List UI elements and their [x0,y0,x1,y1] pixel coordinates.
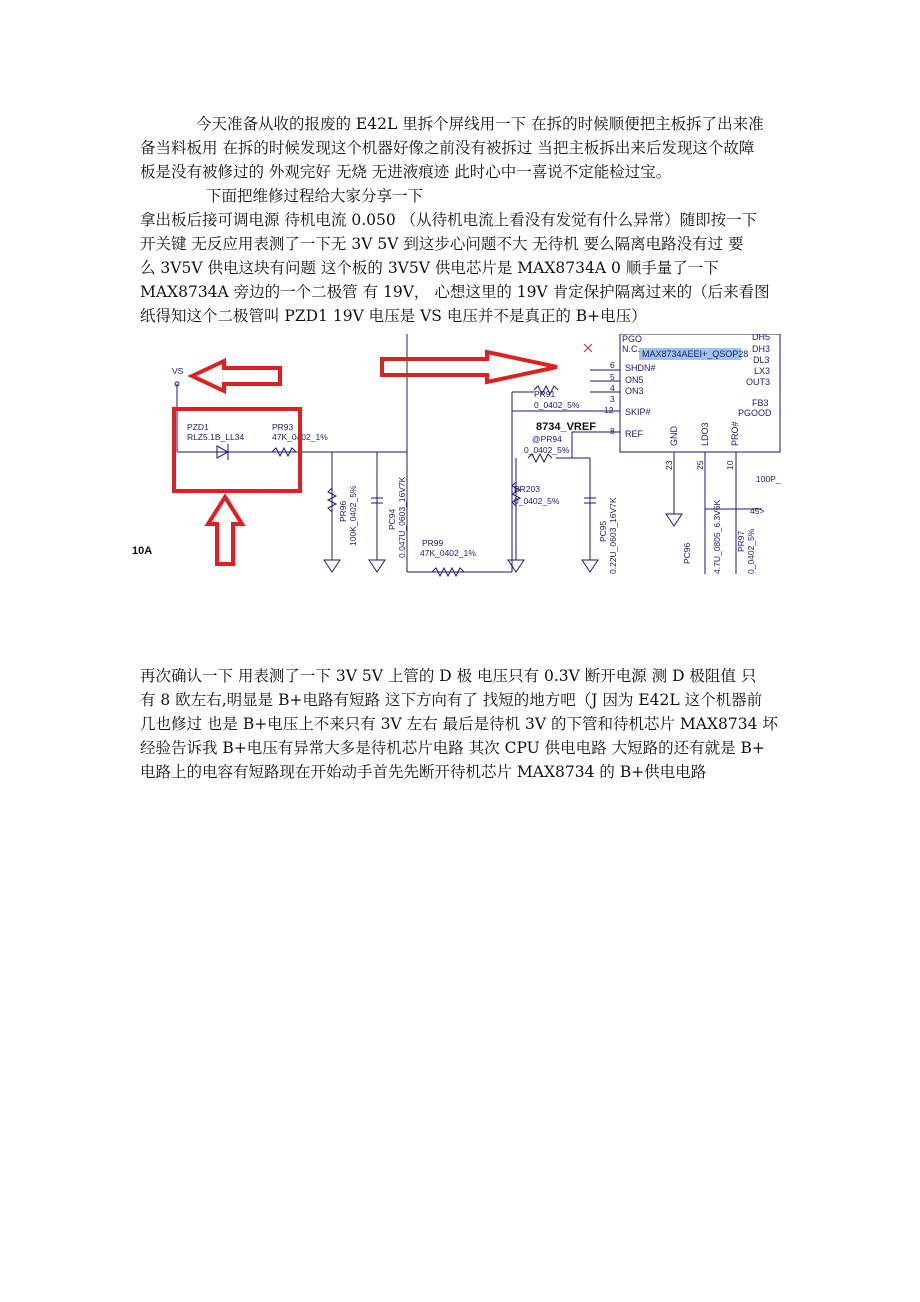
pr99-label: PR99 [422,538,444,548]
text-line: 有 8 欧左右,明显是 B+电路有短路 这下方向有了 找短的地方吧（J 因为 E42L 这个机器前 [140,691,763,709]
text-line: 下面把维修过程给大家分享一下 [206,187,424,205]
pin-label: PRO# [730,421,740,446]
pin-label: N.C. [622,344,640,354]
pr96-label: PR96 [338,500,348,522]
arrow-left [192,361,280,391]
pin-label: REF [625,429,643,439]
pin-number: 25 [695,460,705,470]
pc94-value: 0.047U_0603_16V7K [397,476,407,558]
text-line: 纸得知这个二极管叫 PZD1 19V 电压是 VS 电压并不是真正的 B+电压） [140,307,647,325]
text-line: 再次确认一下 用表测了一下 3V 5V 上管的 D 极 电压只有 0.3V 断开电源 测 D 极阻值 只 [140,667,757,685]
pin-number: 12 [604,405,614,415]
pin-label: SKIP# [625,407,651,417]
pr93-label: PR93 [272,422,294,432]
pc95-label: PC95 [598,520,608,542]
net-label: 45> [750,506,765,516]
pin-number: 23 [664,460,674,470]
label-10a: 10A [132,545,153,557]
text-line: 经验告诉我 B+电压有异常大多是待机芯片电路 其次 CPU 供电电路 大短路的还有就是 B+ [140,739,765,757]
pin-label: LX3 [754,366,771,376]
pin-label: DH3 [752,344,771,354]
vs-label: VS [172,366,184,376]
pin-label: GND [669,426,679,446]
pr91-value: 0_0402_5% [534,400,580,410]
pin-number: 4 [610,383,615,393]
text-line: 电路上的电容有短路现在开始动手首先先断开待机芯片 MAX8734 的 B+供电电路 [140,763,707,781]
pin-label: DH5 [752,334,771,342]
pin-label: OUT3 [746,377,771,387]
pin-number: 10 [725,460,735,470]
pr203-label: PR203 [514,484,540,494]
pr94-label: @PR94 [532,434,562,444]
pr91-label: PR91 [534,389,556,399]
arrow-up [208,497,242,564]
pc96-value: 4.7U_0805_6.3V6K [712,499,722,574]
pr93-value: 47K_0402_1% [272,432,328,442]
text-line: 么 3V5V 供电这块有问题 这个板的 3V5V 供电芯片是 MAX8734A 0 顺手量了一下 [140,259,719,277]
pin-label: PGOOD [738,408,772,418]
vref-label: 8734_VREF [536,421,596,433]
pc94-label: PC94 [387,508,397,530]
text-line: 今天准备从收的报废的 E42L 里拆个屏线用一下 在拆的时候顺便把主板拆了出来准 [196,115,764,133]
pr99-value: 47K_0402_1% [420,548,476,558]
text-line: 板是没有被修过的 外观完好 无烧 无进液痕迹 此时心中一喜说不定能检过宝。 [140,163,672,181]
cap-label: 100P_ [756,474,781,484]
schematic-image [132,334,792,579]
pr97-label: PR97 [736,530,746,552]
pr203-value: 0_0402_5% [514,496,560,506]
intro-paragraph [140,112,790,328]
pzd1-label: PZD1 [187,422,209,432]
text-line: 备当料板用 在拆的时候发现这个机器好像之前没有被拆过 当把主板拆出来后发现这个故障 [140,139,755,157]
pr96-value: 100K_0402_5% [348,485,358,546]
pin-number: 3 [610,394,615,404]
pc96-label: PC96 [682,542,692,564]
pin-number: 8 [610,426,615,436]
outro-paragraph [140,664,790,784]
text-line: 几也修过 也是 B+电压上不来只有 3V 左右 最后是待机 3V 的下管和待机芯片 MAX8734 坏 [140,715,778,733]
pin-number: 6 [610,360,615,370]
pin-label: LDO3 [700,422,710,446]
pin-label: FB3 [752,398,769,408]
pr97-value: 0_0402_5% [746,528,756,574]
pin-label: SHDN# [625,363,656,373]
pin-label: PGO [622,334,643,344]
pin-number: 5 [610,372,615,382]
pr94-value: 0_0402_5% [524,445,570,455]
chip-name: MAX8734AEEI+_QSOP28 [642,349,749,359]
text-line: 开关键 无反应用表测了一下无 3V 5V 到这步心问题不大 无待机 要么隔离电路没有过 要 [140,235,744,253]
arrow-right [382,352,557,382]
pin-label: DL3 [753,355,770,365]
text-line: 拿出板后接可调电源 待机电流 0.050 （从待机电流上看没有发觉有什么异常）随即按一下 [140,211,758,229]
pc95-value: 0.22U_0603_16V7K [608,497,618,574]
text-line: MAX8734A 旁边的一个二极管 有 19V， 心想这里的 19V 肯定保护隔离过来的（后来看图 [140,283,770,301]
pzd1-value: RLZ5.1B_LL34 [187,432,245,442]
pin-label: ON3 [625,386,644,396]
pin-label: ON5 [625,375,644,385]
